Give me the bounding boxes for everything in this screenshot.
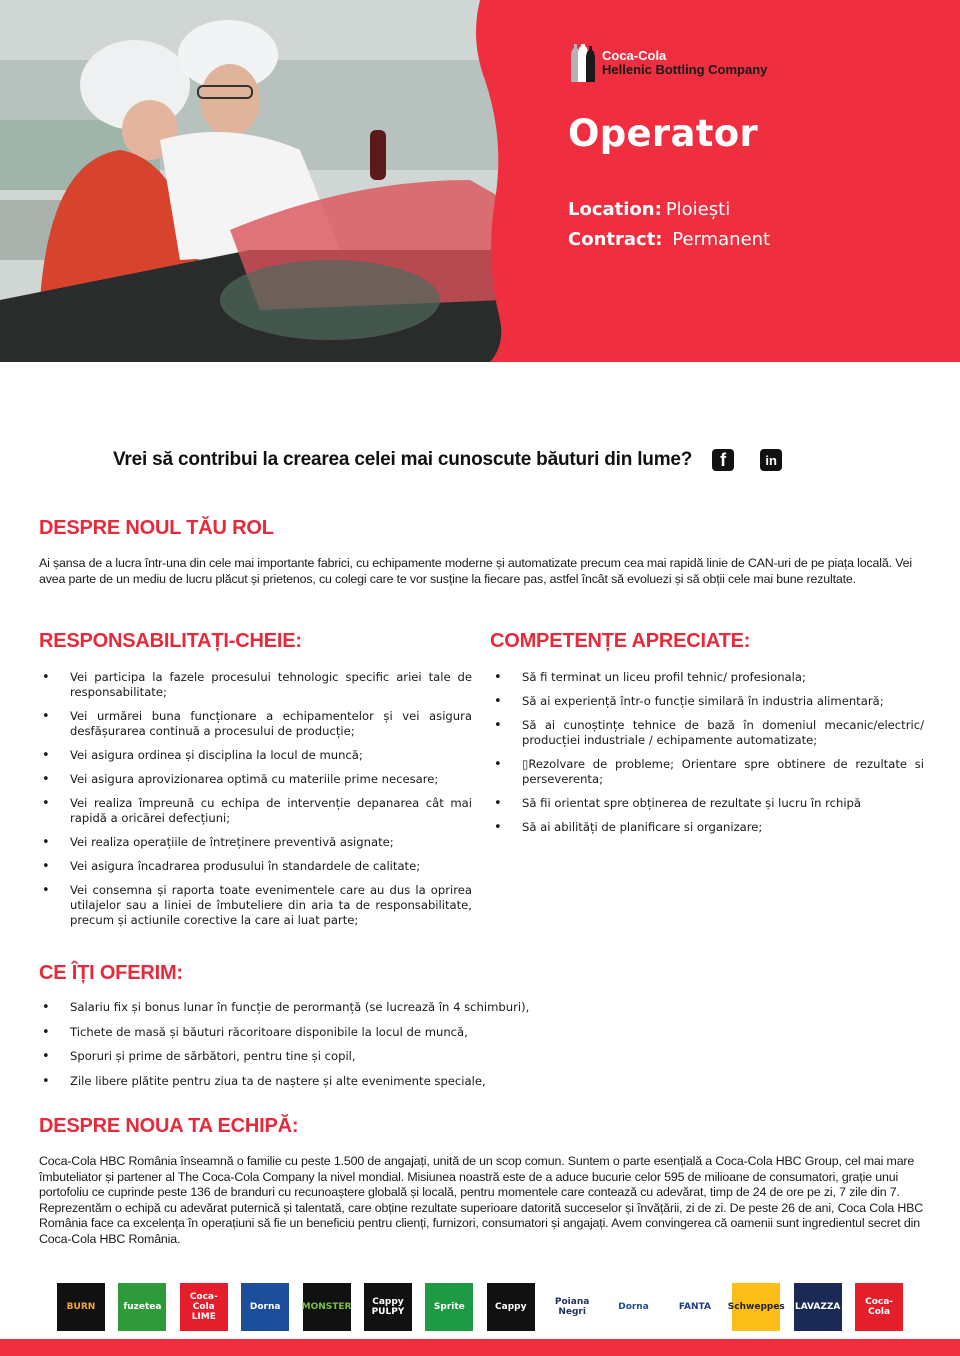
list-item: • Vei asigura încadrarea produsului în standardele de calitate; xyxy=(38,859,472,874)
linkedin-icon[interactable]: in xyxy=(760,449,782,471)
brand-logo-monster: MONSTER xyxy=(303,1283,351,1331)
competencies-list xyxy=(490,670,924,844)
list-item: • ▯Rezolvare de probleme; Orientare spre obtinere de rezultate si perseverenta; xyxy=(490,757,924,787)
brand-logo-poiana-negri: Poiana Negri xyxy=(548,1283,596,1331)
job-title: Operator xyxy=(568,112,759,155)
list-item: • Să ai abilități de planificare si organizare; xyxy=(490,820,924,835)
brand-logos-strip xyxy=(57,1283,916,1331)
brand-logo-burn: BURN xyxy=(57,1283,105,1331)
hero-wave-edge xyxy=(460,0,540,362)
list-item: • Vei consemna și raporta toate evenimentele care au dus la oprirea utilajelor sau a liniei de îmbuteliere din aria ta de responsabilitate, precum și actiunile corective la care ai luat parte; xyxy=(38,883,472,928)
offer-heading: CE ÎȚI OFERIM: xyxy=(39,962,183,984)
hero-info xyxy=(568,0,960,362)
brand-logo-lavazza: LAVAZZA xyxy=(794,1283,842,1331)
bottles-icon xyxy=(568,44,598,82)
location-label: Location: xyxy=(568,199,662,220)
contract-value: Permanent xyxy=(672,229,771,250)
contract-row xyxy=(568,229,770,250)
location-row xyxy=(568,199,730,220)
hero-banner xyxy=(0,0,960,362)
brand-logo-coca-cola: Coca-Cola xyxy=(855,1283,903,1331)
list-item: • Sporuri și prime de sărbători, pentru tine și copil, xyxy=(38,1049,598,1064)
footer-bar xyxy=(0,1339,960,1356)
brand-logo-coca-cola-lime: Coca-Cola LIME xyxy=(180,1283,228,1331)
logo-line2: Hellenic Bottling Company xyxy=(602,62,768,77)
facebook-icon[interactable]: f xyxy=(712,449,734,471)
team-text: Coca-Cola HBC România înseamnă o familie cu peste 1.500 de angajați, unită de un scop comun. Suntem o parte esențială a Coca-Cola HBC Group, cel mai mare îmbuteliator și partener al The Coca-Cola Company la nivel mondial. Misiunea noastră este de a aduce bucurie celor 595 de milioane de consumatori, grație unui portofoliu ce cuprinde peste 136 de branduri cu recunoaștere globală și locală, pentru momentele care contează cu adevărat, timp de 24 de ore pe zi, 7 zile din 7. Reprezentăm o echipă cu adevărat puternică și talentată, care obține rezultate superioare datorită succeselor și învățării, zi de zi. De peste 26 de ani, Coca Cola HBC România face ca excelența în operațiuni să fie un beneficiu pentru clienți, furnizori, consumatori și angajați. Avem convingerea că oamenii sunt ingredientul secret din Coca-Cola HBC România. xyxy=(39,1154,924,1246)
list-item: • Vei asigura aprovizionarea optimă cu materiile prime necesare; xyxy=(38,772,472,787)
hero-photo xyxy=(0,0,505,362)
list-item: • Să fii orientat spre obținerea de rezultate și lucru în rchipă xyxy=(490,796,924,811)
tagline-row xyxy=(113,449,782,471)
responsibilities-list xyxy=(38,670,472,937)
list-item: • Vei participa la fazele procesului tehnologic specific ariei tale de responsabilitate; xyxy=(38,670,472,700)
about-role-heading: DESPRE NOUL TĂU ROL xyxy=(39,517,274,539)
brand-logo-schweppes: Schweppes xyxy=(732,1283,780,1331)
brand-logo-sprite: Sprite xyxy=(425,1283,473,1331)
brand-logo-dorna: Dorna xyxy=(610,1283,658,1331)
brand-logo-cappy-pulpy: Cappy PULPY xyxy=(364,1283,412,1331)
responsibilities-heading: RESPONSABILITAȚI-CHEIE: xyxy=(39,630,302,652)
contract-label: Contract: xyxy=(568,229,663,250)
list-item: • Să fi terminat un liceu profil tehnic/ profesionala; xyxy=(490,670,924,685)
list-item: • Vei realiza împreună cu echipa de intervenție depanarea cât mai rapidă a oricărei defecțiuni; xyxy=(38,796,472,826)
tagline-text: Vrei să contribui la crearea celei mai cunoscute băuturi din lume? xyxy=(113,449,693,470)
list-item: • Tichete de masă și băuturi răcoritoare disponibile la locul de muncă, xyxy=(38,1025,598,1040)
offer-list xyxy=(38,1000,598,1098)
list-item: • Salariu fix și bonus lunar în funcție de perormanță (se lucrează în 4 schimburi), xyxy=(38,1000,598,1015)
list-item: • Să ai cunoștințe tehnice de bază în domeniul mecanic/electric/ producției industriale / echipamente automatizate; xyxy=(490,718,924,748)
location-value: Ploiești xyxy=(665,199,731,220)
company-logo xyxy=(568,44,767,82)
brand-logo-fuzetea: fuzetea xyxy=(118,1283,166,1331)
competencies-heading: COMPETENȚE APRECIATE: xyxy=(490,630,751,652)
list-item: • Să ai experiență într-o funcție similară în industria alimentară; xyxy=(490,694,924,709)
brand-logo-dorna: Dorna xyxy=(241,1283,289,1331)
list-item: • Vei urmărei buna funcționare a echipamentelor și vei asigura desfășurarea continuă a procesului de producție; xyxy=(38,709,472,739)
list-item: • Vei asigura ordinea și disciplina la locul de muncă; xyxy=(38,748,472,763)
list-item: • Zile libere plătite pentru ziua ta de naștere și alte evenimente speciale, xyxy=(38,1074,598,1089)
list-item: • Vei realiza operațiile de întreținere preventivă asignate; xyxy=(38,835,472,850)
brand-logo-fanta: FANTA xyxy=(671,1283,719,1331)
logo-line1: Coca-Cola xyxy=(602,48,667,63)
about-role-text: Ai șansa de a lucra într-una din cele mai importante fabrici, cu echipamente moderne și automatizate precum cea mai rapidă linie de CAN-uri de pe piața locală. Vei avea parte de un mediu de lucru plăcut și prietenos, cu colegi care te vor susține la fiecare pas, astfel încât să evoluezi și să obții cele mai bune rezultate. xyxy=(39,556,912,586)
team-heading: DESPRE NOUA TA ECHIPĂ: xyxy=(39,1115,299,1137)
hero-photo-illustration xyxy=(0,0,505,362)
brand-logo-cappy: Cappy xyxy=(487,1283,535,1331)
